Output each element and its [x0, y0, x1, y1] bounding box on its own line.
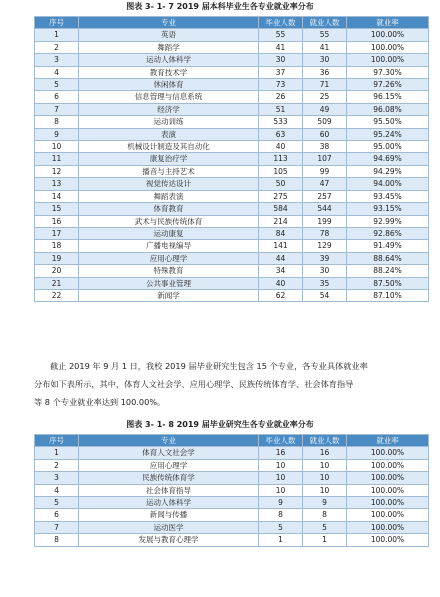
table2-caption: 图表 3- 1- 8 2019 届毕业研究生各专业就业率分布	[126, 420, 314, 429]
graduates-cell: 34	[259, 265, 303, 277]
row-index-cell: 2	[35, 41, 79, 53]
row-index-cell: 6	[35, 509, 79, 521]
table-row	[35, 240, 429, 252]
employment-rate-cell: 100.00%	[347, 484, 429, 496]
major-cell: 应用心理学	[79, 252, 259, 264]
table-row	[35, 178, 429, 190]
table-row	[35, 141, 429, 153]
table-row	[35, 447, 429, 459]
graduates-cell: 51	[259, 103, 303, 115]
undergrad-employment-table	[34, 16, 429, 302]
column-header: 就业人数	[303, 435, 347, 447]
employment-rate-cell: 94.00%	[347, 178, 429, 190]
table-row	[35, 91, 429, 103]
major-cell: 经济学	[79, 103, 259, 115]
major-cell: 康复治疗学	[79, 153, 259, 165]
major-cell: 运动医学	[79, 521, 259, 533]
row-index-cell: 1	[35, 29, 79, 41]
major-cell: 表演	[79, 128, 259, 140]
graduates-cell: 26	[259, 91, 303, 103]
employed-cell: 544	[303, 203, 347, 215]
major-cell: 发展与教育心理学	[79, 534, 259, 546]
graduates-cell: 275	[259, 190, 303, 202]
table-row	[35, 521, 429, 533]
row-index-cell: 14	[35, 190, 79, 202]
row-index-cell: 21	[35, 277, 79, 289]
row-index-cell: 8	[35, 116, 79, 128]
employed-cell: 10	[303, 472, 347, 484]
employment-rate-cell: 93.45%	[347, 190, 429, 202]
employment-rate-cell: 91.49%	[347, 240, 429, 252]
column-header: 毕业人数	[259, 435, 303, 447]
paragraph-line: 等 8 个专业就业率达到 100.00%。	[34, 397, 166, 407]
graduates-cell: 16	[259, 447, 303, 459]
graduates-cell: 50	[259, 178, 303, 190]
graduates-cell: 10	[259, 459, 303, 471]
graduates-cell: 44	[259, 252, 303, 264]
table-row	[35, 509, 429, 521]
employed-cell: 36	[303, 66, 347, 78]
employed-cell: 49	[303, 103, 347, 115]
graduates-cell: 113	[259, 153, 303, 165]
column-header: 序号	[35, 435, 79, 447]
major-cell: 武术与民族传统体育	[79, 215, 259, 227]
table-row	[35, 190, 429, 202]
employment-rate-cell: 97.26%	[347, 79, 429, 91]
employment-rate-cell: 100.00%	[347, 472, 429, 484]
employment-rate-cell: 93.15%	[347, 203, 429, 215]
table-row	[35, 227, 429, 239]
employed-cell: 16	[303, 447, 347, 459]
graduates-cell: 10	[259, 472, 303, 484]
employment-rate-cell: 100.00%	[347, 29, 429, 41]
row-index-cell: 13	[35, 178, 79, 190]
table-header-row	[35, 435, 429, 447]
table-row	[35, 153, 429, 165]
major-cell: 运动人体科学	[79, 497, 259, 509]
graduates-cell: 55	[259, 29, 303, 41]
employment-rate-cell: 95.24%	[347, 128, 429, 140]
major-cell: 体育教育	[79, 203, 259, 215]
major-cell: 休闲体育	[79, 79, 259, 91]
graduates-cell: 84	[259, 227, 303, 239]
major-cell: 社会体育指导	[79, 484, 259, 496]
table-row	[35, 534, 429, 546]
employed-cell: 30	[303, 54, 347, 66]
employment-rate-cell: 94.69%	[347, 153, 429, 165]
graduates-cell: 5	[259, 521, 303, 533]
row-index-cell: 12	[35, 165, 79, 177]
employment-rate-cell: 88.64%	[347, 252, 429, 264]
employment-rate-cell: 95.00%	[347, 141, 429, 153]
table-row	[35, 103, 429, 115]
major-cell: 机械设计制造及其自动化	[79, 141, 259, 153]
employment-rate-cell: 95.50%	[347, 116, 429, 128]
column-header: 专业	[79, 435, 259, 447]
employed-cell: 38	[303, 141, 347, 153]
column-header: 就业率	[347, 17, 429, 29]
major-cell: 民族传统体育学	[79, 472, 259, 484]
employed-cell: 257	[303, 190, 347, 202]
table-row	[35, 29, 429, 41]
table1-caption: 图表 3- 1- 7 2019 届本科毕业生各专业就业率分布	[126, 2, 314, 11]
row-index-cell: 4	[35, 484, 79, 496]
employed-cell: 60	[303, 128, 347, 140]
employment-rate-cell: 88.24%	[347, 265, 429, 277]
row-index-cell: 3	[35, 54, 79, 66]
employed-cell: 1	[303, 534, 347, 546]
employment-rate-cell: 100.00%	[347, 534, 429, 546]
graduates-cell: 533	[259, 116, 303, 128]
paragraph-line: 截止 2019 年 9 月 1 日，我校 2019 届毕业研究生包含 15 个专业，各专业具体就业率	[50, 361, 368, 371]
row-index-cell: 7	[35, 521, 79, 533]
column-header: 序号	[35, 17, 79, 29]
table-row	[35, 54, 429, 66]
employed-cell: 10	[303, 459, 347, 471]
major-cell: 舞蹈表演	[79, 190, 259, 202]
table-row	[35, 497, 429, 509]
table-row	[35, 277, 429, 289]
row-index-cell: 18	[35, 240, 79, 252]
major-cell: 信息管理与信息系统	[79, 91, 259, 103]
employed-cell: 199	[303, 215, 347, 227]
major-cell: 新闻与传播	[79, 509, 259, 521]
major-cell: 英语	[79, 29, 259, 41]
graduates-cell: 37	[259, 66, 303, 78]
employment-rate-cell: 94.29%	[347, 165, 429, 177]
table-row	[35, 289, 429, 301]
paragraph-line: 分布如下表所示，其中，体育人文社会学、应用心理学、民族传统体育学、社会体育指导	[34, 379, 354, 389]
graduates-cell: 8	[259, 509, 303, 521]
major-cell: 运动人体科学	[79, 54, 259, 66]
major-cell: 教育技术学	[79, 66, 259, 78]
major-cell: 播音与主持艺术	[79, 165, 259, 177]
row-index-cell: 11	[35, 153, 79, 165]
summary-paragraph	[34, 357, 428, 411]
employed-cell: 9	[303, 497, 347, 509]
row-index-cell: 17	[35, 227, 79, 239]
employed-cell: 509	[303, 116, 347, 128]
row-index-cell: 5	[35, 497, 79, 509]
employed-cell: 71	[303, 79, 347, 91]
graduates-cell: 10	[259, 484, 303, 496]
row-index-cell: 15	[35, 203, 79, 215]
column-header: 就业人数	[303, 17, 347, 29]
graduates-cell: 40	[259, 141, 303, 153]
major-cell: 舞蹈学	[79, 41, 259, 53]
graduates-cell: 1	[259, 534, 303, 546]
table-header-row	[35, 17, 429, 29]
employed-cell: 55	[303, 29, 347, 41]
row-index-cell: 7	[35, 103, 79, 115]
row-index-cell: 8	[35, 534, 79, 546]
graduates-cell: 62	[259, 289, 303, 301]
employment-rate-cell: 100.00%	[347, 447, 429, 459]
row-index-cell: 19	[35, 252, 79, 264]
row-index-cell: 2	[35, 459, 79, 471]
employment-rate-cell: 100.00%	[347, 41, 429, 53]
row-index-cell: 16	[35, 215, 79, 227]
employment-rate-cell: 96.15%	[347, 91, 429, 103]
graduates-cell: 9	[259, 497, 303, 509]
row-index-cell: 6	[35, 91, 79, 103]
employment-rate-cell: 92.99%	[347, 215, 429, 227]
employed-cell: 107	[303, 153, 347, 165]
column-header: 专业	[79, 17, 259, 29]
employment-rate-cell: 100.00%	[347, 509, 429, 521]
row-index-cell: 1	[35, 447, 79, 459]
employment-rate-cell: 100.00%	[347, 497, 429, 509]
employment-rate-cell: 87.50%	[347, 277, 429, 289]
employment-rate-cell: 96.08%	[347, 103, 429, 115]
employment-rate-cell: 97.30%	[347, 66, 429, 78]
table-row	[35, 472, 429, 484]
row-index-cell: 20	[35, 265, 79, 277]
major-cell: 公共事业管理	[79, 277, 259, 289]
major-cell: 广播电视编导	[79, 240, 259, 252]
graduates-cell: 63	[259, 128, 303, 140]
graduates-cell: 141	[259, 240, 303, 252]
major-cell: 特殊教育	[79, 265, 259, 277]
graduates-cell: 41	[259, 41, 303, 53]
table-row	[35, 165, 429, 177]
employed-cell: 25	[303, 91, 347, 103]
major-cell: 视觉传达设计	[79, 178, 259, 190]
table-row	[35, 459, 429, 471]
table-row	[35, 128, 429, 140]
row-index-cell: 4	[35, 66, 79, 78]
table-row	[35, 41, 429, 53]
table-row	[35, 215, 429, 227]
employed-cell: 5	[303, 521, 347, 533]
row-index-cell: 10	[35, 141, 79, 153]
employed-cell: 35	[303, 277, 347, 289]
major-cell: 新闻学	[79, 289, 259, 301]
employed-cell: 47	[303, 178, 347, 190]
employed-cell: 8	[303, 509, 347, 521]
employment-rate-cell: 100.00%	[347, 521, 429, 533]
graduates-cell: 73	[259, 79, 303, 91]
major-cell: 体育人文社会学	[79, 447, 259, 459]
employed-cell: 39	[303, 252, 347, 264]
table-row	[35, 203, 429, 215]
major-cell: 运动训练	[79, 116, 259, 128]
employed-cell: 99	[303, 165, 347, 177]
column-header: 毕业人数	[259, 17, 303, 29]
employed-cell: 129	[303, 240, 347, 252]
table-row	[35, 116, 429, 128]
employed-cell: 41	[303, 41, 347, 53]
employment-rate-cell: 100.00%	[347, 459, 429, 471]
graduate-employment-table	[34, 434, 429, 547]
row-index-cell: 9	[35, 128, 79, 140]
row-index-cell: 22	[35, 289, 79, 301]
employed-cell: 78	[303, 227, 347, 239]
row-index-cell: 5	[35, 79, 79, 91]
graduates-cell: 40	[259, 277, 303, 289]
employed-cell: 30	[303, 265, 347, 277]
table-row	[35, 252, 429, 264]
table-row	[35, 265, 429, 277]
employment-rate-cell: 87.10%	[347, 289, 429, 301]
employment-rate-cell: 92.86%	[347, 227, 429, 239]
major-cell: 应用心理学	[79, 459, 259, 471]
graduates-cell: 30	[259, 54, 303, 66]
table-row	[35, 79, 429, 91]
employment-rate-cell: 100.00%	[347, 54, 429, 66]
major-cell: 运动康复	[79, 227, 259, 239]
employed-cell: 54	[303, 289, 347, 301]
graduates-cell: 214	[259, 215, 303, 227]
column-header: 就业率	[347, 435, 429, 447]
table-row	[35, 66, 429, 78]
graduates-cell: 584	[259, 203, 303, 215]
employed-cell: 10	[303, 484, 347, 496]
graduates-cell: 105	[259, 165, 303, 177]
row-index-cell: 3	[35, 472, 79, 484]
table-row	[35, 484, 429, 496]
